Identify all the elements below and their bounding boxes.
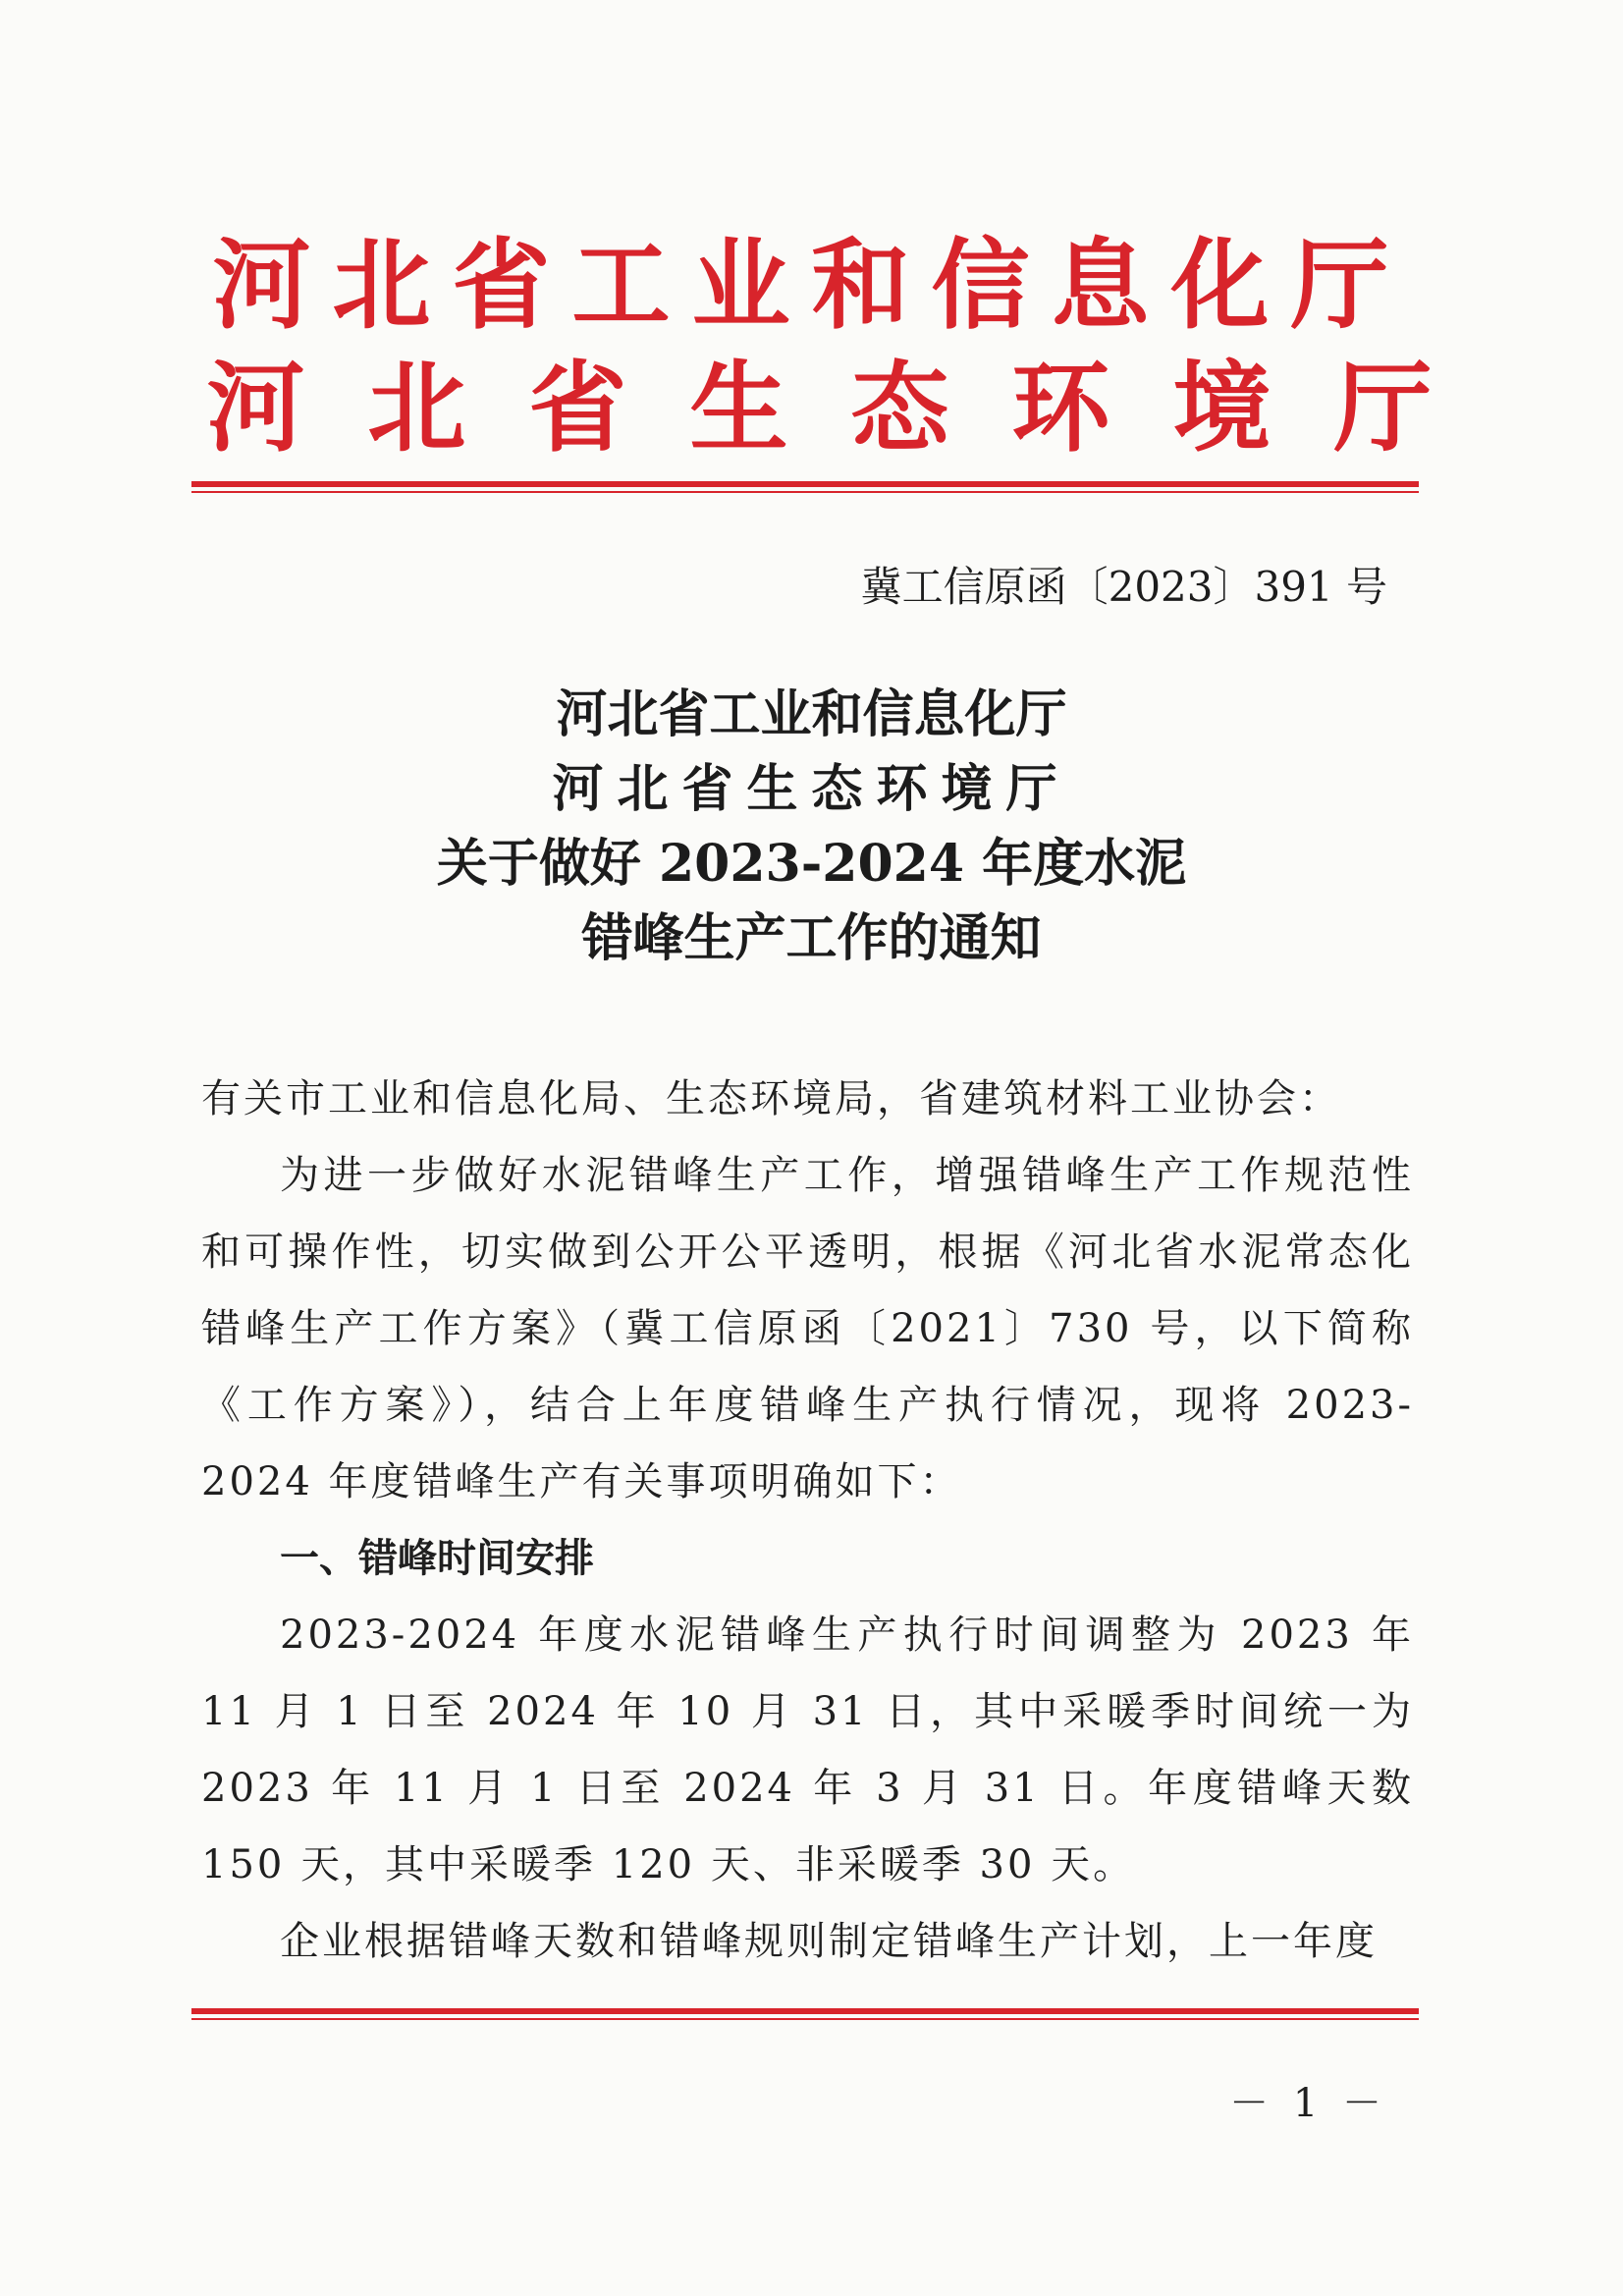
title-line-2: 河北省生态环境厅 bbox=[552, 759, 1071, 819]
section1-paragraph-2: 企业根据错峰天数和错峰规则制定错峰生产计划，上一年度 bbox=[280, 1919, 1378, 1964]
document-body bbox=[201, 1061, 1414, 1980]
title-line-4: 错峰生产工作的通知 bbox=[581, 908, 1042, 968]
section-heading-1: 一、错峰时间安排 bbox=[280, 1536, 594, 1581]
intro-paragraph: 为进一步做好水泥错峰生产工作，增强错峰生产工作规范性和可操作性，切实做到公开公平透明，根据《河北省水泥常态化错峰生产工作方案》（冀工信原函〔2021〕730 号，以下简称《工作方案》），结合上年度错峰生产执行情况，现将 2023-2024 年度错峰生产有关事项明确如下： bbox=[201, 1153, 1414, 1504]
salutation: 有关市工业和信息化局、生态环境局，省建筑材料工业协会： bbox=[201, 1076, 1341, 1121]
document-title bbox=[0, 678, 1623, 976]
issuer-header-line-2: 河北省生态环境厅 bbox=[206, 350, 1495, 465]
section1-paragraph-1: 2023-2024 年度水泥错峰生产执行时间调整为 2023 年 11 月 1 日至 2024 年 10 月 31 日，其中采暖季时间统一为 2023 年 11 月 1 日至 2024 年 3 月 31 日。年度错峰天数 150 天，其中采暖季 120 天、非采暖季 30 天。 bbox=[201, 1613, 1414, 1887]
document-number: 冀工信原函〔2023〕391 号 bbox=[860, 563, 1387, 611]
title-line-3: 关于做好 2023-2024 年度水泥 bbox=[436, 834, 1187, 894]
red-separator-bottom bbox=[191, 2008, 1419, 2020]
page-number: － 1 － bbox=[1229, 2081, 1387, 2126]
issuer-header-line-1: 河北省工业和信息化厅 bbox=[212, 227, 1411, 343]
red-separator-top bbox=[191, 481, 1419, 493]
title-line-1: 河北省工业和信息化厅 bbox=[556, 684, 1067, 744]
